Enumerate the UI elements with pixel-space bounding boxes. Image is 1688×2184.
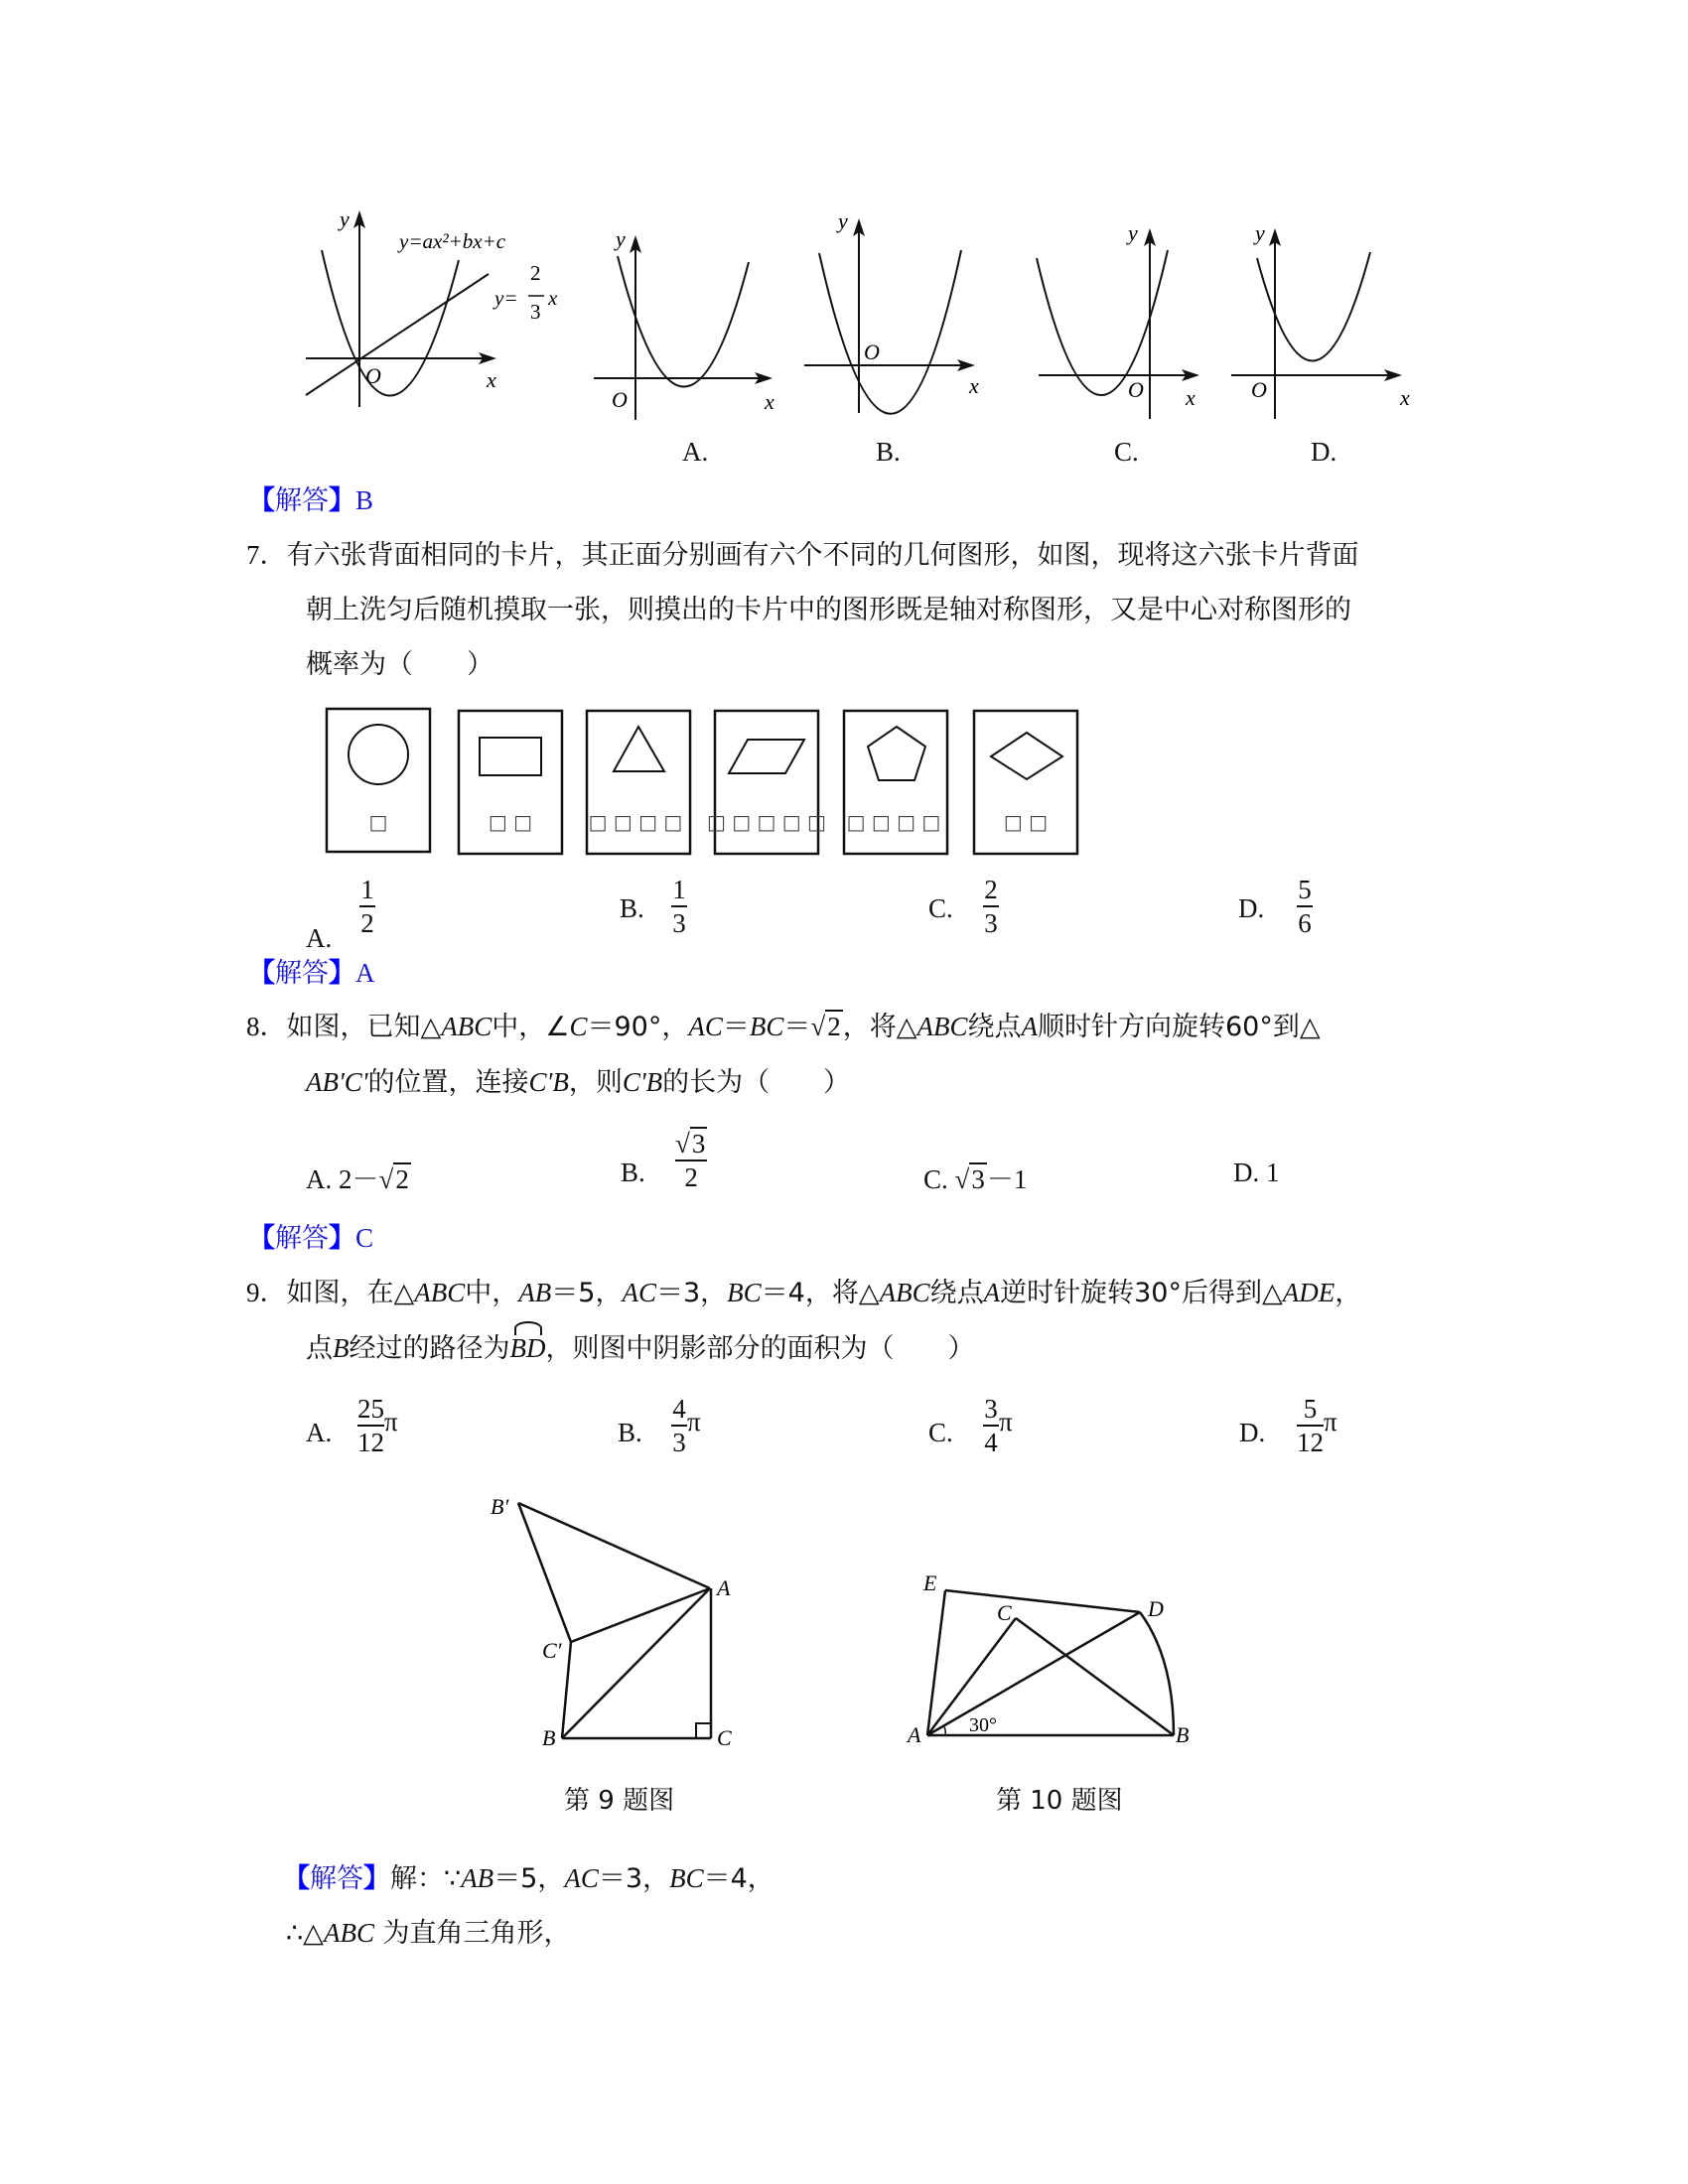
answer-bracket-close: 】 bbox=[329, 958, 355, 989]
fraction: $\frac{5}{6}$ bbox=[1298, 875, 1312, 939]
q6-d-svg bbox=[1231, 199, 1430, 427]
q9-question-line-1: 9．如图，在△ABC中，AB＝5，AC＝3，BC＝4，将△ABC绕点A逆时针旋转30°后得到△ADE， bbox=[246, 1278, 1362, 1308]
card-pentagon[interactable] bbox=[844, 711, 947, 854]
solution-line-1: 【解答】解：∵AB＝5，AC＝3，BC＝4， bbox=[283, 1863, 774, 1894]
parabola-curve bbox=[322, 250, 459, 396]
question-line-1: 有六张背面相同的卡片，其正面分别画有六个不同的几何图形，如图，现将这六张卡片背面 bbox=[286, 540, 1359, 571]
arc-B-D bbox=[1140, 1612, 1174, 1735]
figure-9 bbox=[467, 1469, 765, 1807]
q8-question-line-2: AB'C'的位置，连接C'B，则C'B的长为（ ） bbox=[306, 1067, 851, 1098]
answer-word: 解答 bbox=[275, 485, 329, 516]
point-label-C: C bbox=[997, 1600, 1012, 1625]
card-triangle[interactable] bbox=[587, 711, 690, 854]
answer-value: B bbox=[355, 485, 374, 515]
fraction: $\frac{1}{3}$ bbox=[672, 875, 686, 939]
x-axis-label: x bbox=[765, 389, 774, 414]
q8-option-b[interactable]: $\frac{√3}{2}$ bbox=[675, 1129, 706, 1193]
line-label-num: 2 bbox=[530, 261, 541, 285]
point-label-B: B bbox=[1176, 1722, 1190, 1747]
answer-bracket-open: 【 bbox=[248, 485, 275, 516]
origin-label: O bbox=[1251, 377, 1267, 402]
parabola-label: y=ax²+bx+c bbox=[399, 229, 506, 253]
q6-option-c-label: C. bbox=[1114, 437, 1139, 467]
point-label-B: B bbox=[542, 1725, 556, 1750]
segment-E-D bbox=[945, 1590, 1140, 1612]
answer-bracket-open: 【 bbox=[248, 958, 275, 989]
point-label-A: A bbox=[717, 1575, 731, 1600]
solution-label: 解答 bbox=[310, 1863, 363, 1894]
q9-option-b[interactable]: $\frac{4}{3}$ π bbox=[672, 1394, 701, 1458]
q6-answer bbox=[248, 478, 373, 517]
q6-a-svg bbox=[576, 199, 774, 427]
line-label-den: 3 bbox=[530, 300, 541, 324]
point-label-Cp: C′ bbox=[542, 1638, 562, 1663]
q6-b-svg bbox=[804, 199, 1003, 427]
q8-option-c[interactable]: C. √3－1 bbox=[923, 1164, 1028, 1194]
question-number: 8． bbox=[246, 1012, 287, 1041]
line-label-prefix: y= bbox=[494, 286, 518, 310]
card-label: □ □ □ □ □ bbox=[707, 810, 826, 834]
figure-9-caption: 第 9 题图 bbox=[564, 1786, 675, 1816]
card-rhombus[interactable] bbox=[974, 711, 1077, 854]
card-label: □ □ bbox=[488, 810, 533, 834]
question-number: 9． bbox=[246, 1278, 287, 1307]
fraction: $\frac{1}{2}$ bbox=[360, 875, 374, 939]
q9-option-c-label: C. bbox=[928, 1418, 953, 1447]
y-axis-label: y bbox=[1255, 220, 1265, 245]
parabola-curve bbox=[1037, 250, 1168, 395]
segment-Cp-B bbox=[562, 1642, 571, 1738]
q7-option-c-label: C. bbox=[928, 893, 953, 923]
answer-value: A bbox=[355, 958, 375, 988]
q6-given-svg bbox=[288, 199, 586, 417]
q7-cards bbox=[318, 695, 1092, 844]
q7-option-d-label: D. bbox=[1238, 893, 1265, 923]
q8-answer: 【解答】C bbox=[248, 1223, 374, 1254]
point-label-A: A bbox=[908, 1722, 921, 1747]
q7-answer bbox=[248, 951, 375, 990]
fraction: $\frac{2}{3}$ bbox=[984, 875, 998, 939]
question-number: 7． bbox=[246, 540, 287, 570]
q9-option-d-label: D. bbox=[1239, 1418, 1266, 1447]
answer-bracket-close: 】 bbox=[329, 485, 355, 516]
q7-option-c[interactable] bbox=[983, 876, 999, 938]
card-label: □ □ □ □ bbox=[846, 810, 941, 834]
q9-option-a[interactable]: $\frac{25}{12}$ π bbox=[357, 1394, 398, 1458]
origin-label: O bbox=[612, 387, 628, 412]
q8-question-line-1: 8．如图，已知△ABC中，∠C＝90°，AC＝BC＝√2，将△ABC绕点A顺时针方向旋转60°到△ bbox=[246, 1012, 1321, 1042]
q6-option-a-label: A. bbox=[682, 437, 709, 467]
origin-label: O bbox=[864, 340, 880, 364]
y-axis-label: y bbox=[1128, 220, 1138, 245]
origin-label: O bbox=[1128, 377, 1144, 402]
q7-option-a[interactable] bbox=[359, 876, 375, 938]
segment-B-A bbox=[562, 1588, 710, 1738]
answer-word: 解答 bbox=[275, 958, 329, 989]
card-label: □ □ □ □ bbox=[588, 810, 683, 834]
card-circle[interactable] bbox=[327, 709, 430, 852]
card-label: □ bbox=[368, 810, 388, 834]
segment-Cp-A bbox=[571, 1588, 710, 1642]
x-axis-label: x bbox=[1400, 385, 1410, 410]
q8-option-d[interactable]: D. 1 bbox=[1233, 1158, 1280, 1187]
q6-option-d-label: D. bbox=[1311, 437, 1337, 467]
q7-question-line-3: 概率为（ ） bbox=[306, 649, 493, 680]
point-label-D: D bbox=[1148, 1596, 1164, 1621]
x-axis-label: x bbox=[1186, 385, 1196, 410]
card-parallelogram[interactable] bbox=[707, 711, 826, 854]
y-axis-label: y bbox=[340, 206, 350, 231]
answer-value: C bbox=[355, 1223, 374, 1253]
q7-option-b-label: B. bbox=[620, 893, 644, 923]
segment-C-B bbox=[1016, 1618, 1174, 1735]
q6-c-svg bbox=[1033, 199, 1231, 427]
q7-option-a-label: A. bbox=[306, 923, 333, 953]
x-axis-label: x bbox=[487, 367, 496, 392]
q8-option-a[interactable]: A. 2－√2 bbox=[306, 1164, 409, 1194]
x-axis-label: x bbox=[969, 373, 979, 398]
q7-option-d[interactable] bbox=[1297, 876, 1313, 938]
line-2-3x bbox=[306, 274, 489, 395]
q9-option-b-label: B. bbox=[618, 1418, 642, 1447]
q9-option-c[interactable]: $\frac{3}{4}$ π bbox=[984, 1394, 1013, 1458]
q6-option-b-label: B. bbox=[876, 437, 901, 467]
origin-label: O bbox=[365, 363, 381, 388]
card-label: □ □ bbox=[1003, 810, 1049, 834]
point-label-Bp: B′ bbox=[491, 1494, 509, 1519]
q7-option-b[interactable] bbox=[671, 876, 687, 938]
point-label-C: C bbox=[717, 1725, 732, 1750]
q9-question-line-2: 点B经过的路径为 BD，则图中阴影部分的面积为（ ） bbox=[306, 1326, 975, 1365]
q8-option-b-label: B. bbox=[621, 1158, 645, 1187]
sqrt-expression: √2 bbox=[810, 1012, 841, 1041]
y-axis-label: y bbox=[616, 226, 626, 251]
q7-question bbox=[246, 533, 1359, 572]
figure-10-caption: 第 10 题图 bbox=[996, 1786, 1123, 1816]
parabola-curve bbox=[819, 250, 961, 414]
card-rectangle[interactable] bbox=[459, 711, 562, 854]
y-axis-label: y bbox=[838, 208, 848, 233]
point-label-E: E bbox=[923, 1570, 937, 1595]
figure-10 bbox=[894, 1549, 1211, 1817]
arc-notation: BD bbox=[510, 1333, 546, 1364]
solution-line-2: ∴△ABC 为直角三角形， bbox=[286, 1918, 571, 1949]
q9-option-d[interactable]: $\frac{5}{12}$ π bbox=[1297, 1394, 1337, 1458]
q9-option-a-label: A. bbox=[306, 1418, 333, 1447]
line-label-suffix: x bbox=[548, 286, 558, 310]
parabola-curve bbox=[618, 256, 749, 387]
q7-question-line-2: 朝上洗匀后随机摸取一张，则摸出的卡片中的图形既是轴对称图形，又是中心对称图形的 bbox=[306, 595, 1351, 625]
angle-label: 30° bbox=[969, 1714, 997, 1736]
right-angle-mark bbox=[696, 1723, 711, 1738]
